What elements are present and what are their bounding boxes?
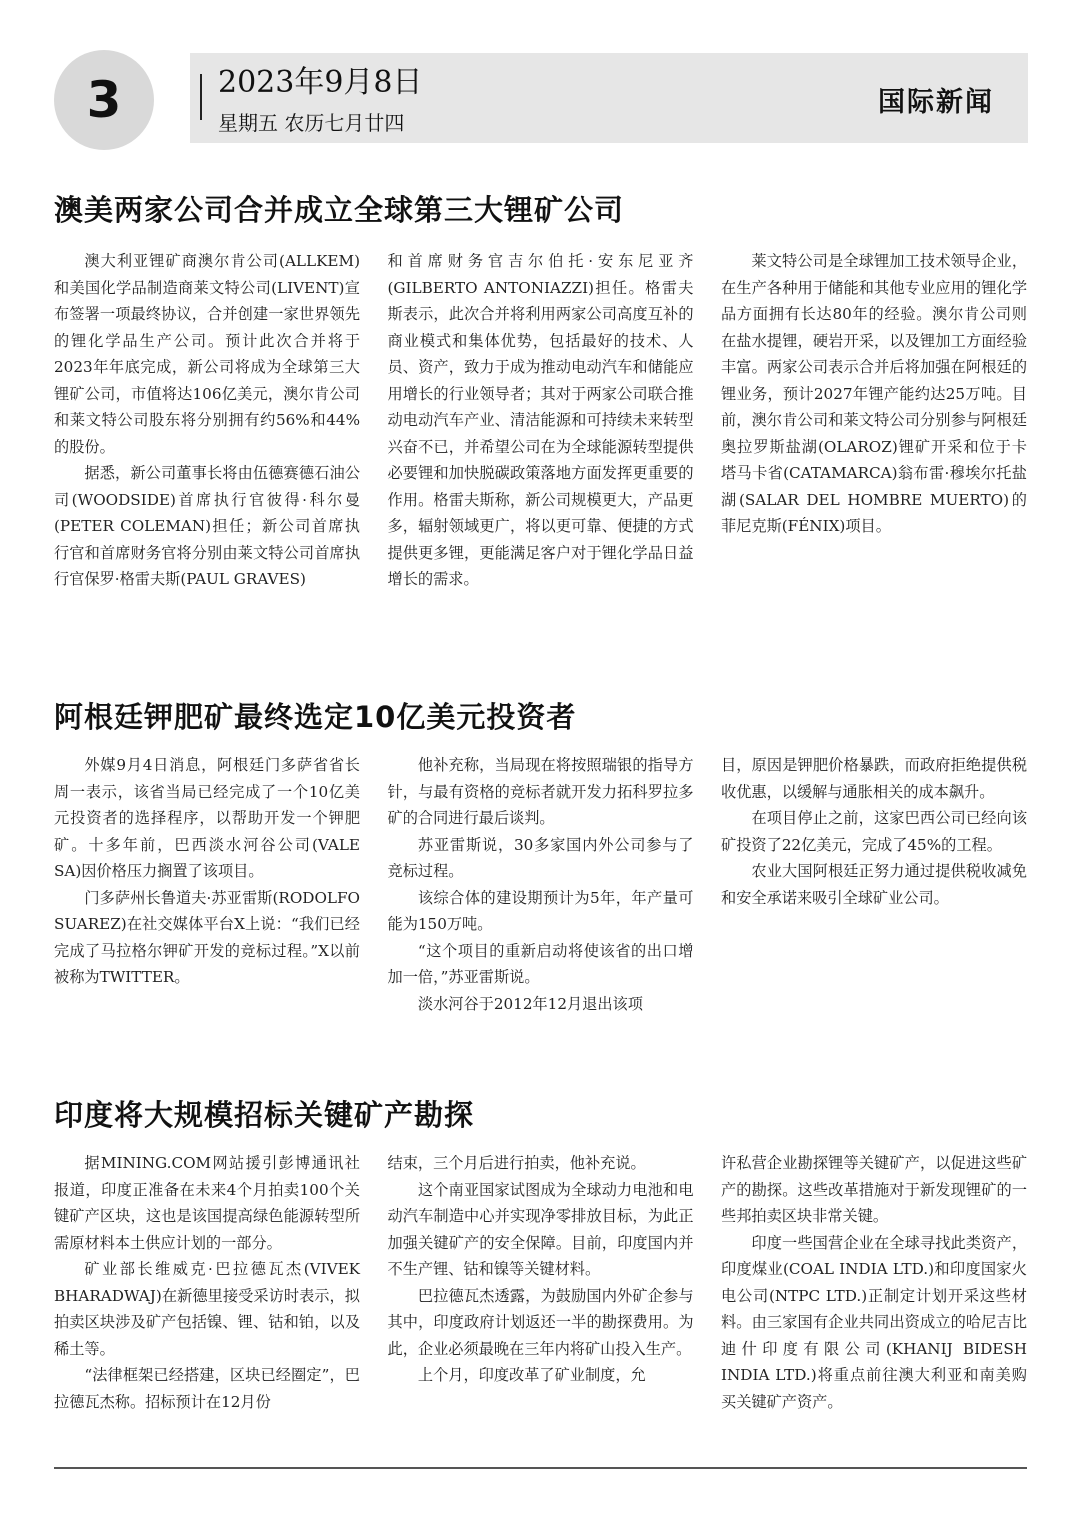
paragraph: 巴拉德瓦杰透露，为鼓励国内外矿企参与其中，印度政府计划返还一半的勘探费用。为此，企业必须最晚在三年内将矿山投入生产。	[387, 1286, 694, 1358]
paragraph: 他补充称，当局现在将按照瑞银的指导方针，与最有资格的竞标者就开发力拓科罗拉多矿的合同进行最后谈判。	[387, 756, 694, 827]
section-label: 国际新闻	[878, 87, 994, 118]
page-bottom-rule	[54, 1467, 1027, 1469]
paragraph: 上个月，印度改革了矿业制度，允	[417, 1366, 646, 1384]
article-3-headline: 印度将大规模招标关键矿产勘探	[54, 1098, 475, 1132]
article-2-column-1	[54, 752, 360, 1017]
paragraph: 莱文特公司是全球锂加工技术领导企业，在生产各种用于储能和其他专业应用的锂化学品方面拥有长达80年的经验。澳尔肯公司则在盐水提锂，硬岩开采，以及锂加工方面经验丰富。两家公司表示合并后将加强在阿根廷的锂业务，预计2027年锂产能约达25万吨。目前，澳尔肯公司和莱文特公司分别参与阿根廷奥拉罗斯盐湖(OLAROZ)锂矿开采和位于卡塔马卡省(CATAMARCA)翁布雷·穆埃尔托盐湖(SALAR DEL HOMBRE MUERTO)的菲尼克斯(FÉNIX)项目。	[721, 252, 1027, 535]
paragraph: 和首席财务官吉尔伯托·安东尼亚齐(GILBERTO ANTONIAZZI)担任。格雷夫斯表示，此次合并将利用两家公司高度互补的商业模式和集体优势，包括最好的技术、人员、资产，致力于成为推动电动汽车和储能应用增长的行业领导者；其对于两家公司联合推动电动汽车产业、清洁能源和可持续未来转型兴奋不已，并希望公司在为全球能源转型提供必要锂和加快脱碳政策落地方面发挥更重要的作用。格雷夫斯称，新公司规模更大，产品更多，辐射领域更广，将以更可靠、便捷的方式提供更多锂，更能满足客户对于锂化学品日益增长的需求。	[387, 252, 694, 588]
paragraph: “这个项目的重新启动将使该省的出口增加一倍，”苏亚雷斯说。	[387, 941, 694, 986]
page-number: 3	[86, 71, 122, 129]
paragraph: 澳大利亚锂矿商澳尔肯公司(ALLKEM)和美国化学品制造商莱文特公司(LIVENT)宣布签署一项最终协议，合并创建一家世界领先的锂化学品生产公司。预计此次合并将于2023年年底完成，新公司将成为全球第三大锂矿公司，市值将达106亿美元，澳尔肯公司和莱文特公司股东将分别拥有约56%和44%的股份。	[54, 252, 360, 456]
paragraph: 苏亚雷斯说，30多家国内外公司参与了竞标过程。	[387, 835, 694, 880]
article-2-headline: 阿根廷钾肥矿最终选定10亿美元投资者	[54, 700, 577, 734]
article-1-column-1	[54, 248, 360, 593]
paragraph: “法律框架已经搭建，区块已经圈定”，巴拉德瓦杰称。招标预计在12月份	[54, 1366, 360, 1411]
paragraph: 在项目停止之前，这家巴西公司已经向该矿投资了22亿美元，完成了45%的工程。	[721, 809, 1027, 854]
article-2-body	[54, 752, 1027, 1017]
article-1-body	[54, 248, 1027, 593]
paragraph: 矿业部长维威克·巴拉德瓦杰(VIVEK BHARADWAJ)在新德里接受采访时表示，拟拍卖区块涉及矿产包括镍、锂、钴和铂，以及稀土等。	[54, 1260, 360, 1358]
paragraph: 淡水河谷于2012年12月退出该项	[417, 994, 643, 1013]
paragraph: 该综合体的建设期预计为5年，年产量可能为150万吨。	[387, 888, 694, 933]
page-number-badge	[54, 50, 154, 150]
article-1-headline: 澳美两家公司合并成立全球第三大锂矿公司	[54, 193, 625, 227]
paragraph: 据MINING.COM网站援引彭博通讯社报道，印度正准备在未来4个月拍卖100个关键矿产区块，这也是该国提高绿色能源转型所需原材料本土供应计划的一部分。	[54, 1154, 360, 1252]
article-3-column-2	[388, 1150, 694, 1415]
weekday-lunar-date: 星期五 农历七月廿四	[218, 111, 405, 135]
article-3-column-3	[721, 1150, 1027, 1415]
header-divider	[200, 74, 202, 120]
article-2-column-2	[388, 752, 694, 1017]
paragraph: 目，原因是钾肥价格暴跌，而政府拒绝提供税收优惠，以缓解与通胀相关的成本飙升。	[721, 756, 1027, 801]
paragraph: 许私营企业勘探锂等关键矿产，以促进这些矿产的勘探。这些改革措施对于新发现锂矿的一些邦拍卖区块非常关键。	[721, 1154, 1027, 1225]
paragraph: 结束，三个月后进行拍卖，他补充说。	[387, 1154, 646, 1172]
article-2-column-3	[721, 752, 1027, 1017]
article-1-column-2	[388, 248, 694, 593]
paragraph: 印度一些国营企业在全球寻找此类资产，印度煤业(COAL INDIA LTD.)和印度国家火电公司(NTPC LTD.)正制定计划开采这些材料。由三家国有企业共同出资成立的哈尼吉比迪什印度有限公司(KHANIJ BIDESH INDIA LTD.)将重点前往澳大利亚和南美购买关键矿产资产。	[721, 1233, 1027, 1411]
issue-date: 2023年9月8日	[218, 65, 423, 100]
paragraph: 农业大国阿根廷正努力通过提供税收减免和安全承诺来吸引全球矿业公司。	[721, 862, 1027, 907]
paragraph: 据悉，新公司董事长将由伍德赛德石油公司(WOODSIDE)首席执行官彼得·科尔曼(PETER COLEMAN)担任；新公司首席执行官和首席财务官将分别由莱文特公司首席执行官保罗·格雷夫斯(PAUL GRAVES)	[54, 464, 360, 588]
paragraph: 外媒9月4日消息，阿根廷门多萨省省长周一表示，该省当局已经完成了一个10亿美元投资者的选择程序，以帮助开发一个钾肥矿。十多年前，巴西淡水河谷公司(VALE SA)因价格压力搁置了该项目。	[54, 756, 360, 880]
paragraph: 这个南亚国家试图成为全球动力电池和电动汽车制造中心并实现净零排放目标，为此正加强关键矿产的安全保障。目前，印度国内并不生产锂、钴和镍等关键材料。	[387, 1180, 694, 1278]
article-3-body	[54, 1150, 1027, 1415]
article-1-column-3	[721, 248, 1027, 593]
article-3-column-1	[54, 1150, 360, 1415]
paragraph: 门多萨州长鲁道夫·苏亚雷斯(RODOLFO SUAREZ)在社交媒体平台X上说：“我们已经完成了马拉格尔钾矿开发的竞标过程。”X以前被称为TWITTER。	[54, 888, 360, 986]
